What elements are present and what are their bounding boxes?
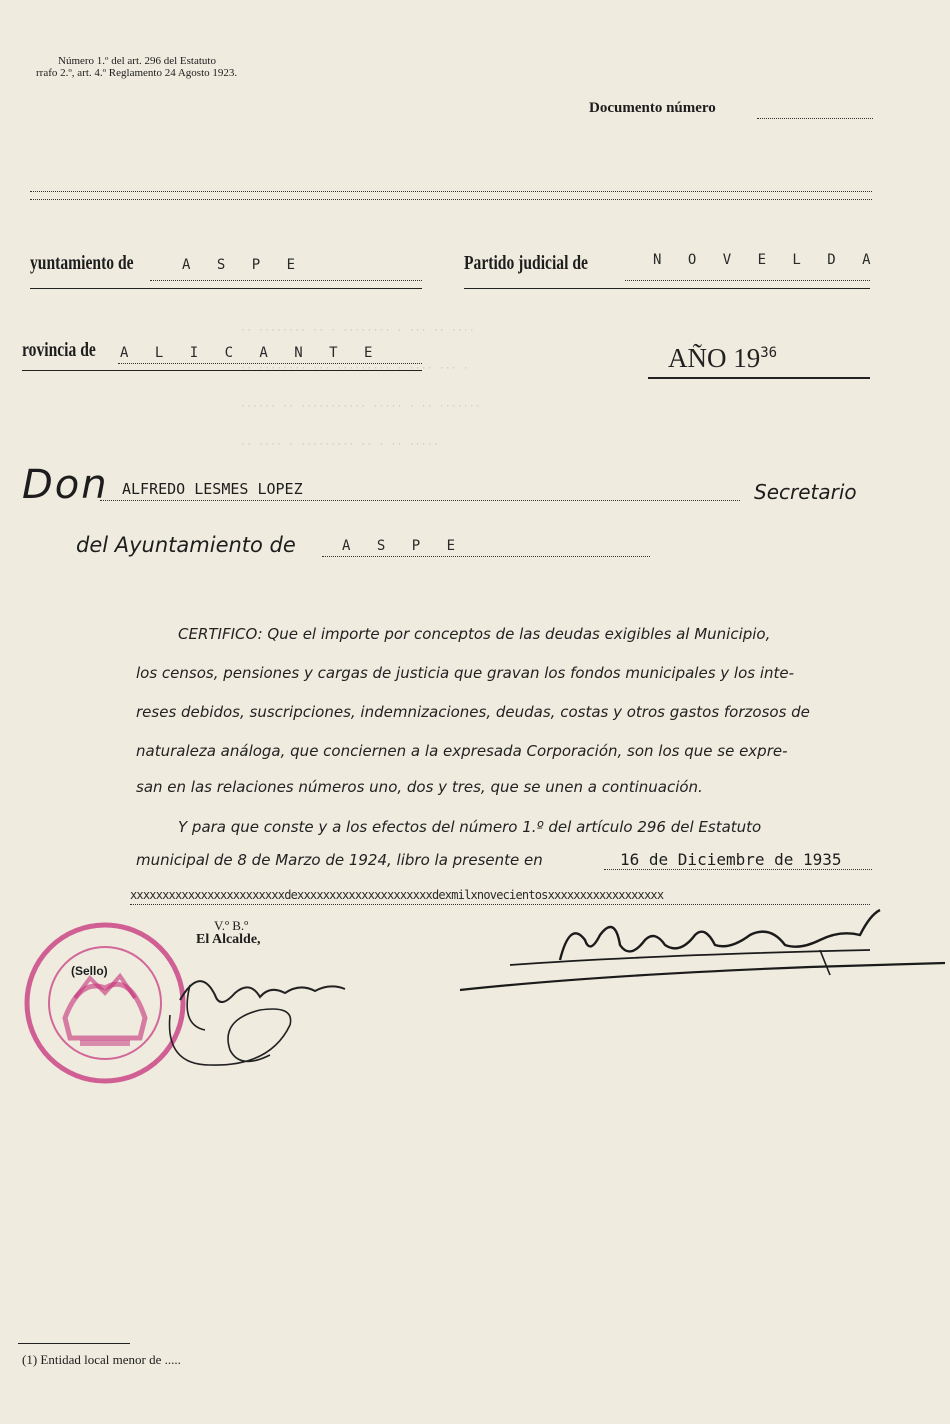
body-line-4: naturaleza análoga, que conciernen a la expresada Corporación, son los que se expre- — [136, 742, 788, 760]
header-rule-top — [30, 191, 872, 192]
ano-field — [668, 343, 777, 374]
statute-line-1: Número 1.º del art. 296 del Estatuto — [58, 55, 216, 67]
secretario-signature — [450, 895, 950, 1015]
officer-name-line — [100, 500, 740, 501]
partido-underline — [464, 288, 870, 289]
fill-line: xxxxxxxxxxxxxxxxxxxxxxxxdexxxxxxxxxxxxxxxxxxxxxdexmilxnovecientosxxxxxxxxxxxxxxxxxx — [130, 888, 664, 902]
date-line — [604, 869, 872, 870]
statute-line-2: rrafo 2.º, art. 4.º Reglamento 24 Agosto 1923. — [36, 67, 238, 79]
body-line-3: reses debidos, suscripciones, indemnizaciones, deudas, costas y otros gastos forzosos de — [136, 703, 810, 721]
sello-label: (Sello) — [71, 964, 108, 978]
del-ayuntamiento-value: A S P E — [342, 538, 465, 554]
ayuntamiento-line — [150, 280, 422, 281]
alcalde-signature — [160, 955, 360, 1075]
footnote-text: (1) Entidad local menor de ..... — [22, 1352, 181, 1367]
partido-label: Partido judicial de — [464, 252, 588, 274]
header-rule-bottom — [30, 199, 872, 200]
del-ayuntamiento-label: del Ayuntamiento de — [76, 533, 296, 557]
body-line-2: los censos, pensiones y cargas de justicia que gravan los fondos municipales y los inte- — [136, 664, 795, 682]
date-value: 16 de Diciembre de 1935 — [620, 850, 842, 869]
partido-value: N O V E L D A — [653, 252, 880, 268]
documento-label: Documento número — [589, 100, 716, 116]
documento-number-line — [757, 118, 873, 119]
secretario-label: Secretario — [754, 480, 857, 504]
provincia-label: rovincia de — [22, 339, 96, 361]
ayuntamiento-underline — [30, 288, 422, 289]
ayuntamiento-label: yuntamiento de — [30, 252, 134, 274]
bleed-through-text: ·· ········ ·· · ········ · ··· ·· ···· ·· ········ ··· ········· · ···· ··· · ······ ·· ··········· ····· · ·· ······· ·· ···· · ········· ·· · ·· ····· — [240, 325, 481, 450]
officer-name: ALFREDO LESMES LOPEZ — [122, 480, 303, 498]
del-ayuntamiento-line — [322, 556, 650, 557]
footnote-rule — [18, 1343, 130, 1344]
provincia-underline — [22, 370, 422, 371]
don-label: Don — [22, 462, 109, 508]
ano-label: AÑO 19 — [668, 343, 761, 373]
alcalde-label: El Alcalde, — [196, 932, 261, 947]
ano-suffix: 36 — [760, 345, 778, 361]
vobo-label: V.º B.º — [214, 918, 249, 933]
partido-line — [625, 280, 870, 281]
date-line-prefix: municipal de 8 de Marzo de 1924, libro la presente en — [136, 851, 543, 869]
provincia-line — [118, 363, 422, 364]
body-line-1: CERTIFICO: Que el importe por conceptos de las deudas exigibles al Municipio, — [178, 625, 771, 643]
body-line-5: san en las relaciones números uno, dos y tres, que se unen a continuación. — [136, 778, 703, 796]
provincia-value: A L I C A N T E — [120, 345, 382, 361]
body-line-6: Y para que conste y a los efectos del número 1.º del artículo 296 del Estatuto — [178, 818, 762, 836]
ayuntamiento-value: A S P E — [182, 257, 305, 273]
ano-underline — [648, 377, 870, 379]
